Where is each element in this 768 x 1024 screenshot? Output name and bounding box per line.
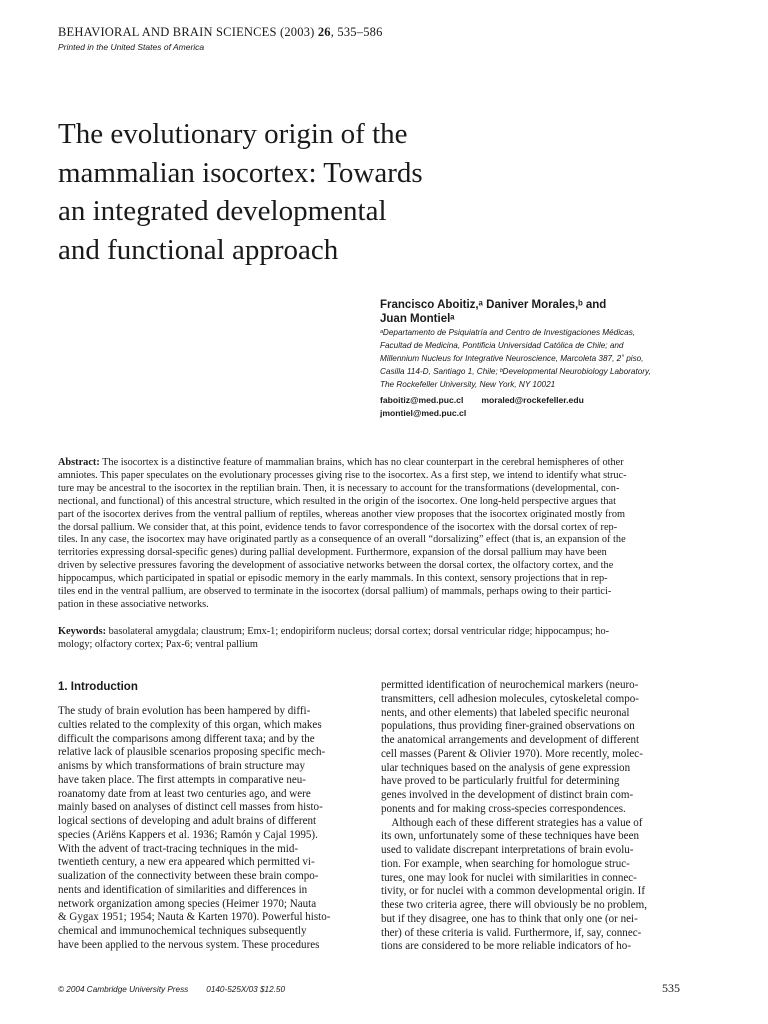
body-line: tions are considered to be more reliable indicators of ho-: [381, 940, 632, 953]
body-line: transmitters, cell adhesion molecules, cytoskeletal compo-: [381, 692, 639, 705]
body-line: roanatomy date from at least two centuries ago, and were: [58, 787, 311, 800]
email-link[interactable]: faboitiz@med.puc.cl: [380, 395, 464, 405]
right-column: [381, 679, 683, 954]
section-heading: 1. Introduction: [58, 681, 138, 693]
keywords: [58, 626, 684, 652]
affiliation-line: Facultad de Medicina, Pontificia Universidad Católica de Chile; and: [380, 340, 624, 350]
body-line: used to validate discrepant interpretations of brain evolu-: [381, 844, 634, 856]
abstract-line: amniotes. This paper speculates on the evolutionary processes giving rise to the isocortex. As a first step, we intend to identify what struc-: [58, 469, 627, 481]
author-line: Juan Montielᵃ: [380, 313, 455, 325]
body-line: relative lack of plausible scenarios proposing specific mech-: [58, 746, 326, 759]
body-line: tivity, or for nuclei with a common developmental origin. If: [381, 885, 646, 898]
body-line: tures, one may look for nuclei with similarities in connec-: [381, 871, 637, 884]
title-line: an integrated developmental: [58, 195, 387, 227]
body-line: mainly based on analyses of distinct cell masses from histo-: [58, 801, 323, 814]
affiliation-line: Casilla 114-D, Santiago 1, Chile; ᵇDevelopmental Neurobiology Laboratory,: [380, 366, 651, 376]
body-line: have taken place. The first attempts in comparative neu-: [58, 773, 306, 786]
affiliation-line: Millennium Nucleus for Integrative Neuroscience, Marcoleta 387, 2˚ piso,: [380, 353, 644, 363]
footer-info: [58, 985, 285, 994]
body-line: The study of brain evolution has been hampered by diffi-: [58, 705, 311, 717]
body-line: twentieth century, a new era appeared which permitted vi-: [58, 856, 315, 869]
body-line: have been applied to the nervous system. These procedures: [58, 938, 320, 951]
abstract-line: pation in these associative networks.: [58, 598, 209, 610]
body-line: Although each of these different strategies has a value of: [381, 816, 643, 829]
printed-notice: Printed in the United States of America: [58, 42, 205, 52]
author-line: Francisco Aboitiz,ᵃ Daniver Morales,ᵇ and: [380, 299, 607, 311]
journal-volume: 26: [317, 25, 331, 39]
body-line: the anatomical arrangements and development of different: [381, 734, 640, 746]
body-line: cell masses (Parent & Olivier 1970). More recently, molec-: [381, 747, 643, 760]
abstract-text: The isocortex is a distinctive feature of mammalian brains, which has no clear counterpart in the cerebral hemispheres of other: [99, 457, 624, 468]
body-line: its own, unfortunately some of these techniques have been: [381, 830, 639, 843]
body-line: anisms by which transformations of brain structure may: [58, 760, 305, 772]
title-line: The evolutionary origin of the: [58, 118, 408, 150]
journal-header: [58, 25, 383, 40]
body-line: nents, and other elements) that labeled specific neuronal: [381, 706, 630, 719]
body-line: permitted identification of neurochemical markers (neuro-: [381, 679, 639, 691]
body-line: genes involved in the development of distinct brain com-: [381, 789, 634, 801]
abstract-label: Abstract:: [58, 457, 100, 468]
body-line: have proved to be particularly fruitful for determining: [381, 775, 620, 788]
body-line: chemical and immunochemical techniques subsequently: [58, 925, 307, 937]
journal-pages: , 535–586: [330, 25, 383, 39]
keywords-label: Keywords:: [58, 626, 107, 637]
copyright-notice: © 2004 Cambridge University Press: [58, 985, 189, 994]
abstract-line: the dorsal pallium. We consider that, at this point, evidence tends to favor correspondence of the isocortex with the dorsal cortex of rep-: [58, 521, 618, 533]
abstract-line: ture may be ancestral to the isocortex in the reptilian brain. Then, it is necessary to account for the transformations (developmental, con-: [58, 482, 620, 494]
affiliation-line: The Rockefeller University, New York, NY 10021: [380, 379, 556, 389]
body-line: With the advent of tract-tracing techniques in the mid-: [58, 842, 299, 855]
body-line: tion. For example, when searching for homologue struc-: [381, 857, 630, 870]
abstract-line: tiles. In any case, the isocortex may have originated partly as a consequence of an overall “dorsalizing” effect (that is, an expansion of the: [58, 534, 626, 546]
keywords-line: [58, 626, 684, 639]
abstract-line: part of the isocortex derives from the ventral pallium of reptiles, whereas another view proposes that the isocortex originated mostly from: [58, 508, 626, 520]
keywords-text: basolateral amygdala; claustrum; Emx-1; endopiriform nucleus; dorsal cortex; dorsal ventricular ridge; hippocampus; ho-: [106, 626, 610, 637]
abstract-line: driven by selective pressures favoring the development of associative networks between the dorsal cortex, the olfactory cortex, and the: [58, 560, 614, 572]
author-list: [380, 298, 606, 326]
author-emails: [380, 394, 584, 419]
body-line: ponents and for making cross-species correspondences.: [381, 802, 626, 815]
body-line: populations, thus providing finer-grained observations on: [381, 720, 635, 733]
email-link[interactable]: jmontiel@med.puc.cl: [380, 407, 467, 418]
body-line: species (Ariëns Kappers et al. 1936; Ramón y Cajal 1995).: [58, 828, 318, 841]
journal-name: BEHAVIORAL AND BRAIN SCIENCES (2003): [58, 25, 318, 39]
body-line: but if they disagree, one has to think that only one (or nei-: [381, 912, 638, 925]
body-line: these two criteria agree, there will obviously be no problem,: [381, 899, 647, 911]
body-line: difficult the comparisons among different taxa; and by the: [58, 732, 315, 745]
article-title: [58, 115, 498, 269]
body-line: logical sections of developing and adult brains of different: [58, 815, 317, 827]
body-line: sualization of the connectivity between these brain compo-: [58, 870, 319, 882]
body-line: ther) of these criteria is valid. Furthermore, if, say, connec-: [381, 926, 642, 939]
email-link[interactable]: moraled@rockefeller.edu: [481, 395, 584, 405]
title-line: mammalian isocortex: Towards: [58, 156, 423, 189]
abstract-line: hippocampus, which participated in spatial or episodic memory in the early mammals. In this context, sensory projections that in rep-: [58, 573, 608, 585]
issn-price: 0140-525X/03 $12.50: [206, 985, 286, 994]
body-line: nents and identification of similarities and differences in: [58, 883, 308, 896]
affiliations: [380, 327, 651, 392]
affiliation-line: ᵃDepartamento de Psiquiatría and Centro de Investigaciones Médicas,: [380, 328, 636, 337]
page-number: 535: [662, 981, 680, 995]
abstract: [58, 457, 684, 612]
keywords-line: mology; olfactory cortex; Pax-6; ventral pallium: [58, 638, 258, 650]
body-line: network organization among species (Heimer 1970; Nauta: [58, 897, 317, 910]
body-line: ular techniques based on the analysis of gene expression: [381, 761, 631, 774]
body-line: culties related to the complexity of this organ, which makes: [58, 718, 322, 731]
abstract-line: territories expressing dorsal-specific genes) during pallial development. Furthermore, expansion of the dorsal pallium may have been: [58, 547, 607, 559]
abstract-line: [58, 457, 684, 470]
abstract-line: nectional, and functional) of this ancestral structure, which resulted in the origin of the isocortex. One long-held perspective argues that: [58, 495, 616, 507]
left-column: [58, 705, 360, 953]
abstract-line: tiles end in the ventral pallium, are observed to terminate in the isocortex (dorsal pallium) of mammals, perhaps owing to their partici-: [58, 586, 612, 598]
body-line: & Gygax 1951; 1954; Nauta & Karten 1970). Powerful histo-: [58, 911, 331, 924]
title-line: and functional approach: [58, 233, 339, 266]
